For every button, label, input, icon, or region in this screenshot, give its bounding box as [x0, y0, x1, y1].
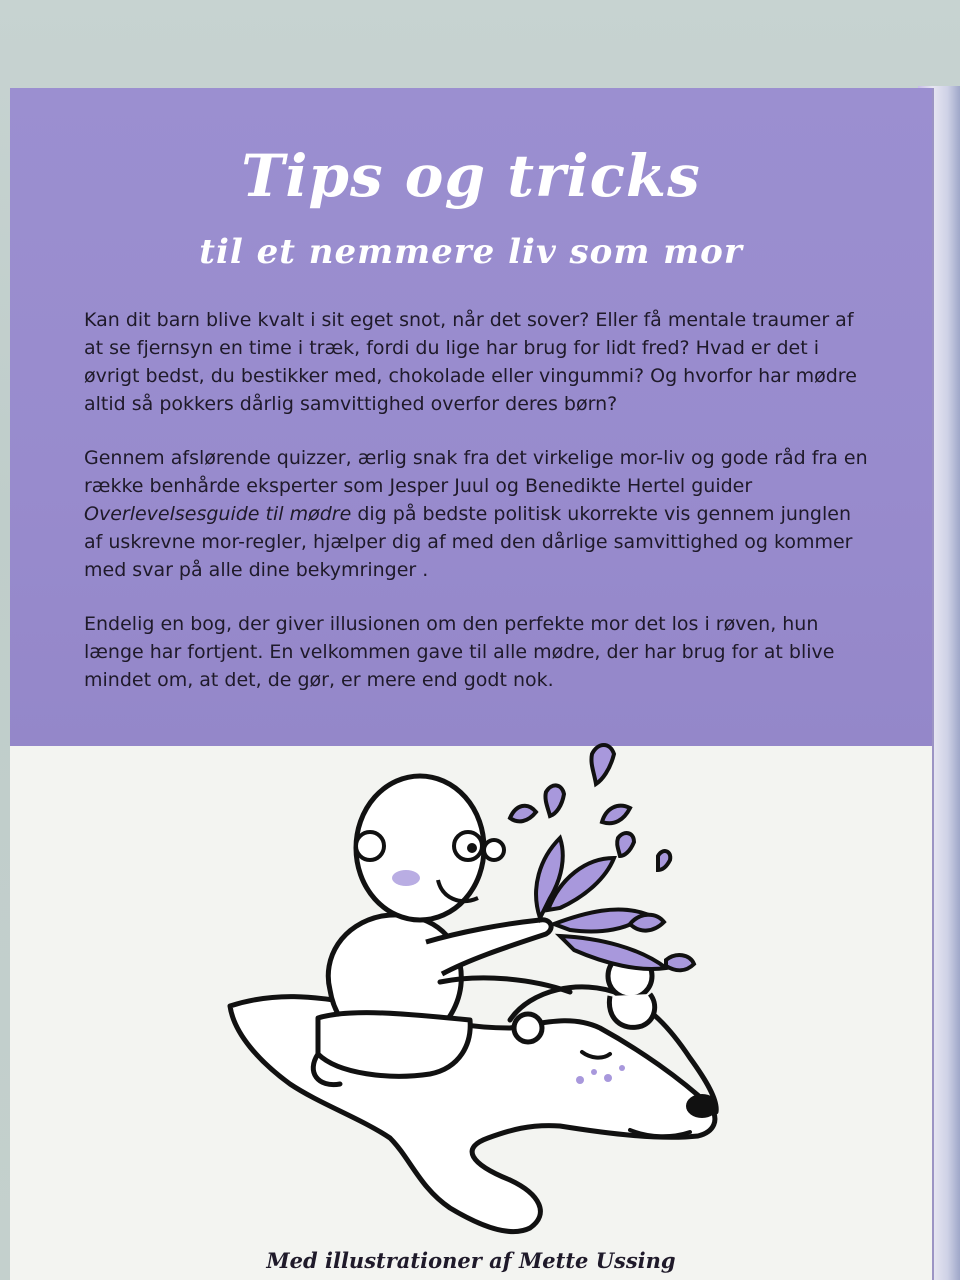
polar-bear-nose — [686, 1094, 718, 1118]
blurb-paragraph-3: Endelig en bog, der giver illusionen om den perfekte mor det los i røven, hun længe har fortjent. En velkommen gave til alle mødre, der har brug for at blive mindet om, at det, de gør, er mere end godt nok. — [84, 613, 835, 691]
blurb-paragraph-2 — [84, 444, 874, 584]
baby-eye-second — [484, 840, 504, 860]
illustration-credit: Med illustrationer af Mette Ussing — [266, 1248, 676, 1273]
cover-subtitle: til et nemmere liv som mor — [199, 232, 743, 272]
baby-on-polar-bear-illustration — [210, 728, 750, 1248]
polar-bear-ear — [514, 1014, 542, 1042]
baby-arm — [426, 920, 551, 974]
blurb-paragraph-2-end: dig på bedste politisk ukorrekte vis gennem junglen af uskrevne mor-regler, hjælper dig af med den dårlige samvittighed og kommer med svar på alle dine bekymringer . — [84, 503, 853, 581]
purple-text-panel — [10, 88, 932, 746]
baby-diaper — [318, 1013, 470, 1077]
baby-ear — [356, 832, 384, 860]
polar-bear-body — [230, 997, 715, 1232]
cover-title: Tips og tricks — [241, 142, 701, 210]
book-back-cover — [10, 88, 932, 1280]
blurb-paragraph-1: Kan dit barn blive kvalt i sit eget snot, når det sover? Eller få mentale traumer af at se fjernsyn en time i træk, fordi du lige har brug for lidt fred? Hvad er det i øvrigt bedst, du bestikker med, chokolade eller vingummi? Og hvorfor har mødre altid så pokkers dårlig samvittighed overfor deres børn? — [84, 309, 857, 415]
book-title-italic: Overlevelsesguide til mødre — [84, 503, 352, 525]
blurb-paragraph-2-start: Gennem afslørende quizzer, ærlig snak fra det virkelige mor-liv og gode råd fra en række benhårde eksperter som Jesper Juul og Benedikte Hertel guider — [84, 447, 868, 497]
toy-body — [609, 994, 654, 1027]
